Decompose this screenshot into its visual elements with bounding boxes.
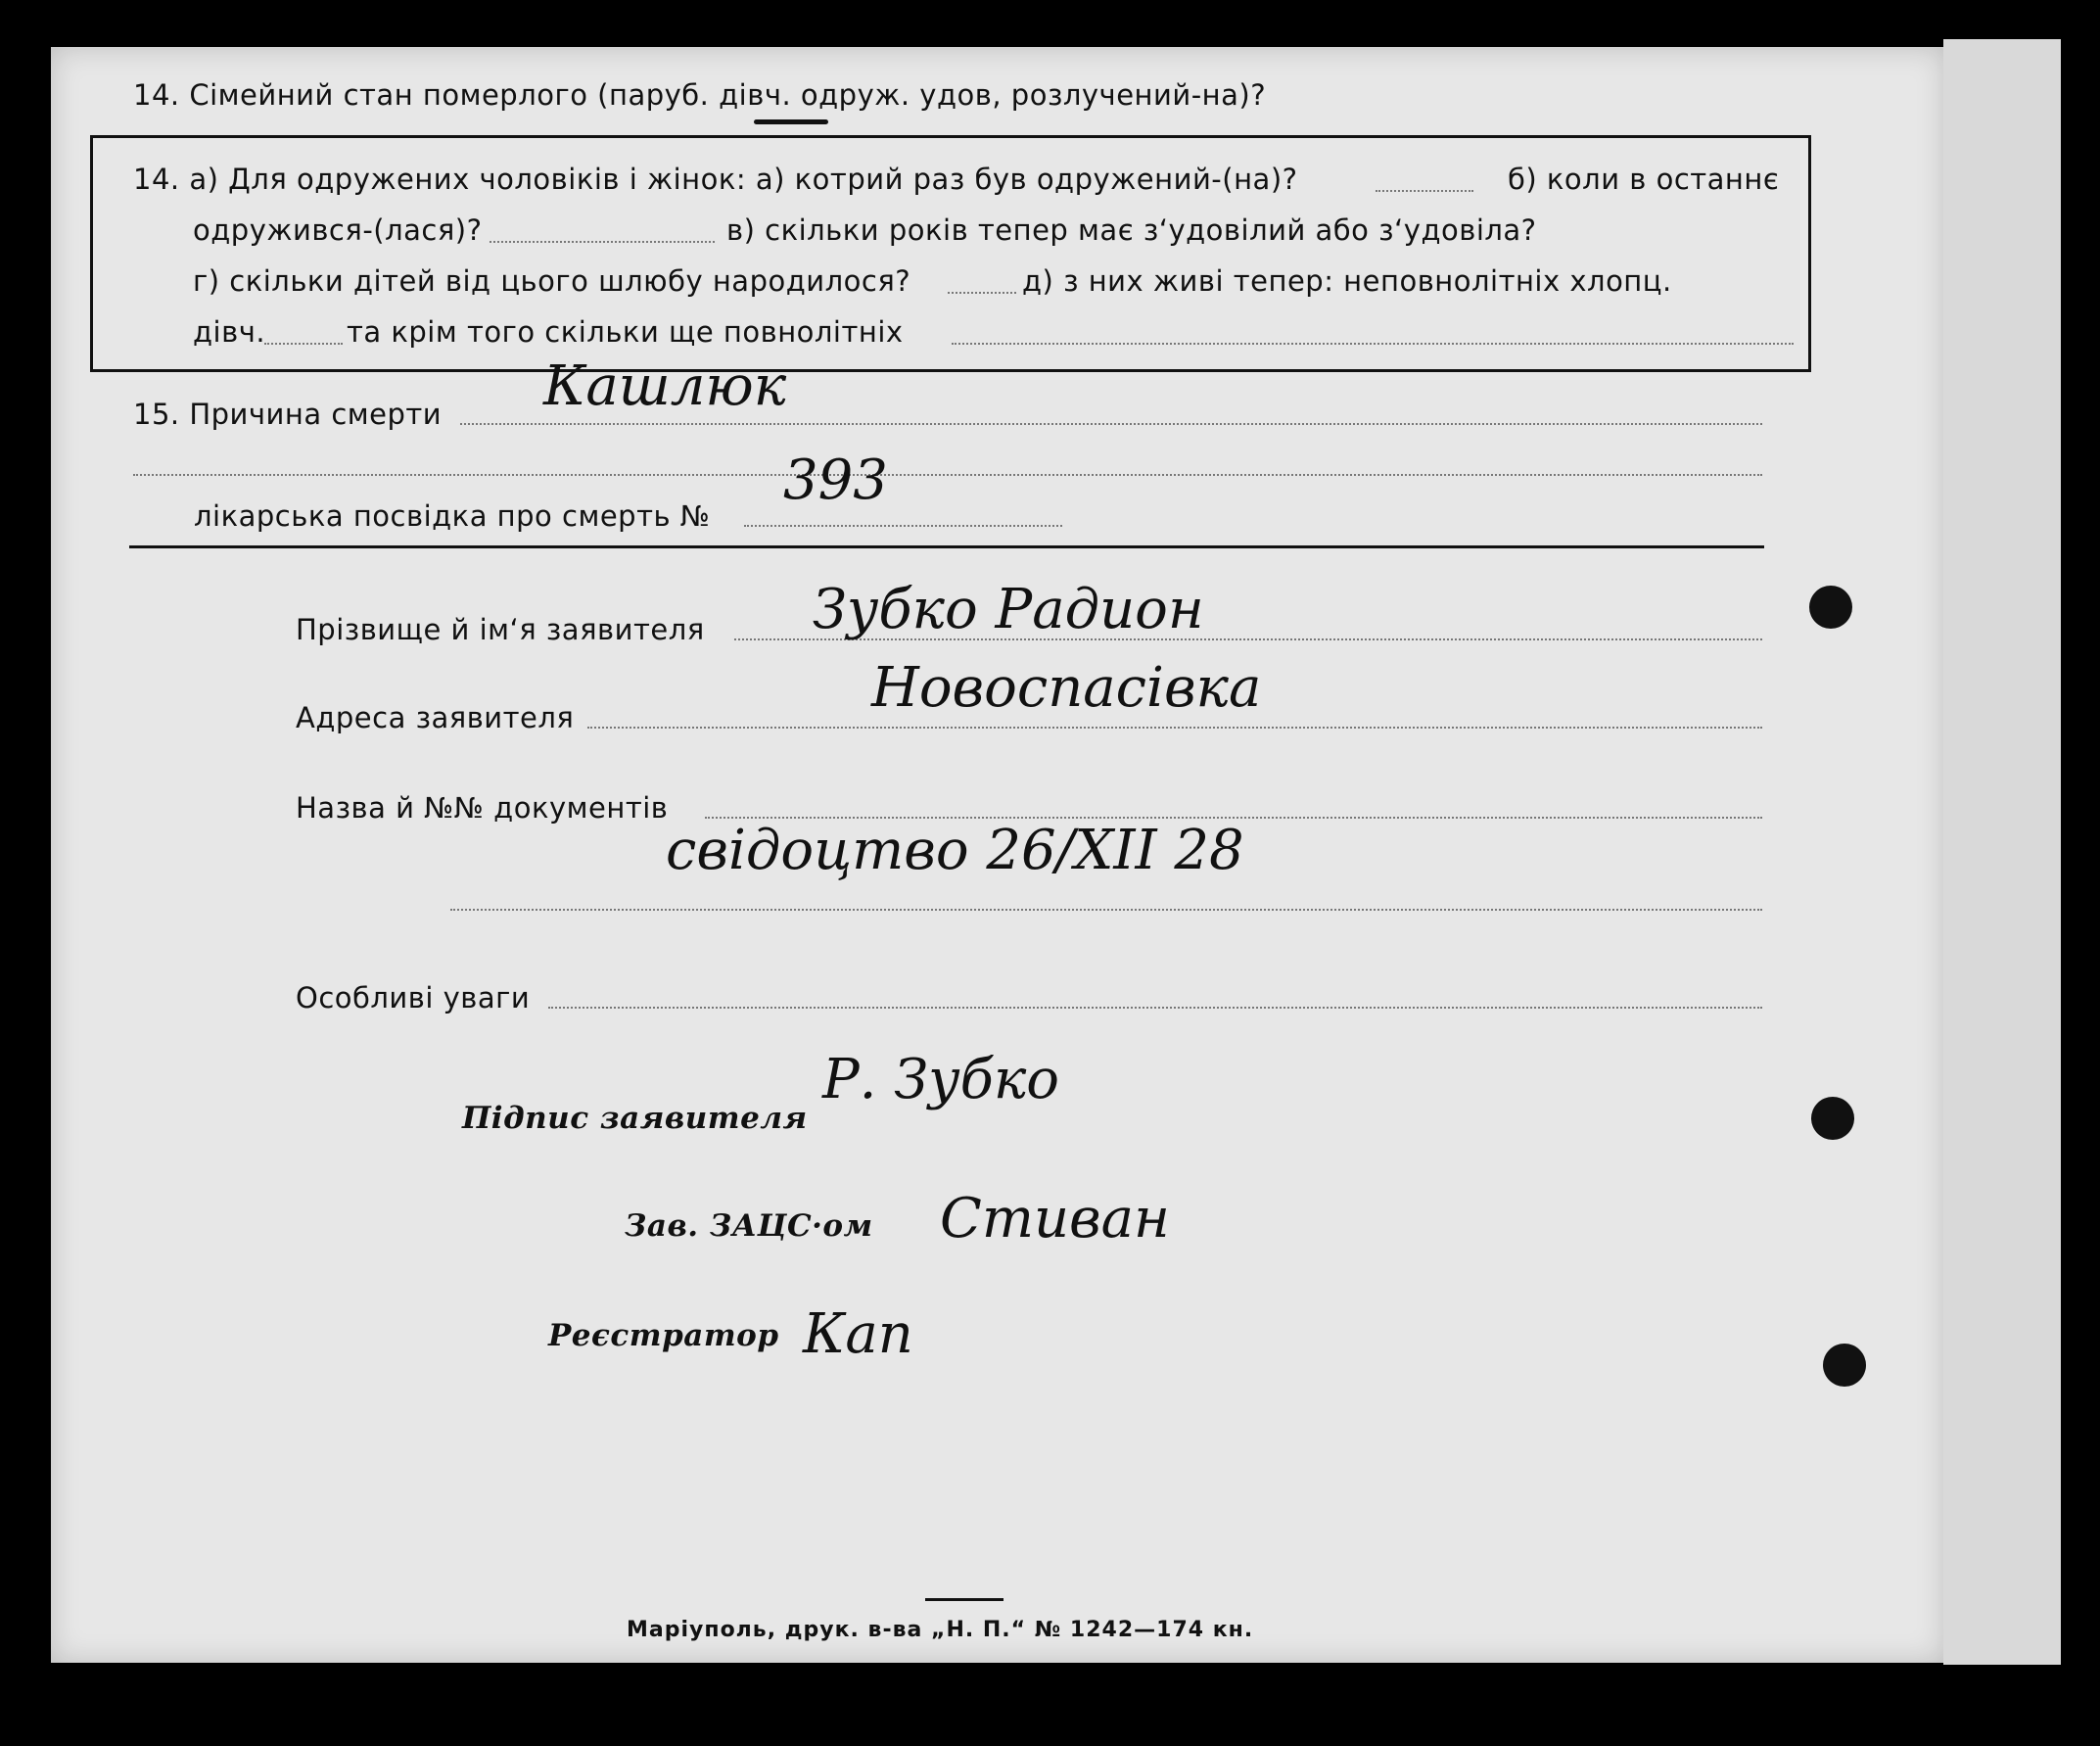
applicant-address-handwriting: Новоспасівка <box>871 656 1262 720</box>
box-line-3-right: д) з них живі тепер: неповнолітніх хлопц. <box>1022 264 1672 298</box>
documents-label: Назва й №№ документів <box>296 791 669 825</box>
footer-rule <box>925 1598 1003 1601</box>
binding-hole <box>1811 1097 1854 1140</box>
fill-line <box>133 474 1762 476</box>
applicant-name-handwriting: Зубко Радион <box>813 578 1204 641</box>
fill-line <box>548 1007 1762 1009</box>
cert-number-handwriting: 393 <box>783 448 888 512</box>
box-line-2-right: в) скільки років тепер має з‘удовілий або з‘удовіла? <box>726 213 1537 247</box>
box-line-1: 14. а) Для одружених чоловіків і жінок: а) котрий раз був одружений-(на)? <box>133 163 1298 196</box>
applicant-signature-label: Підпис заявителя <box>462 1101 808 1136</box>
cert-label: лікарська посвідка про смерть № <box>194 499 711 533</box>
applicant-address-label: Адреса заявителя <box>296 701 575 734</box>
fill-line <box>460 423 1762 425</box>
notes-label: Особливі уваги <box>296 981 531 1015</box>
box-line-3-left: г) скільки дітей від цього шлюбу народилося? <box>193 264 911 298</box>
binding-hole <box>1809 586 1852 629</box>
printer-imprint: Маріуполь, друк. в-ва „Н. П.“ № 1242—174 кн. <box>627 1618 1254 1642</box>
fill-line <box>744 525 1062 527</box>
applicant-name-label: Прізвище й ім‘я заявителя <box>296 613 705 646</box>
box-line-2-left: одружився-(лася)? <box>193 213 483 247</box>
fill-line <box>952 343 1794 345</box>
zags-head-signature: Стиван <box>940 1187 1170 1251</box>
cause-handwriting: Кашлюк <box>543 354 787 418</box>
q15-cause-label: 15. Причина смерти <box>133 398 443 431</box>
q14-marital-status: 14. Сімейний стан померлого (паруб. дівч. одруж. удов, розлучений-на)? <box>133 78 1267 112</box>
fill-line <box>948 292 1016 294</box>
fill-line <box>450 909 1762 911</box>
binding-hole <box>1823 1344 1866 1387</box>
box-line-4-right: та крім того скільки ще повнолітніх <box>347 315 904 349</box>
box-line-1-right: б) коли в останнє <box>1508 163 1780 196</box>
fill-line <box>1376 190 1473 192</box>
underline-mark <box>754 119 828 124</box>
fill-line <box>490 241 715 243</box>
box-line-4-left: дівч. <box>193 315 266 349</box>
section-divider <box>129 545 1764 548</box>
zags-head-label: Зав. ЗАЦС·ом <box>625 1208 873 1244</box>
registrar-label: Реєстратор <box>548 1318 779 1353</box>
applicant-signature: Р. Зубко <box>822 1048 1059 1111</box>
torn-edge-strip <box>1943 39 2061 1665</box>
registrar-signature: Кап <box>803 1302 913 1366</box>
fill-line <box>264 343 343 345</box>
fill-line <box>587 727 1762 729</box>
documents-handwriting: свідоцтво 26/XII 28 <box>666 819 1244 882</box>
